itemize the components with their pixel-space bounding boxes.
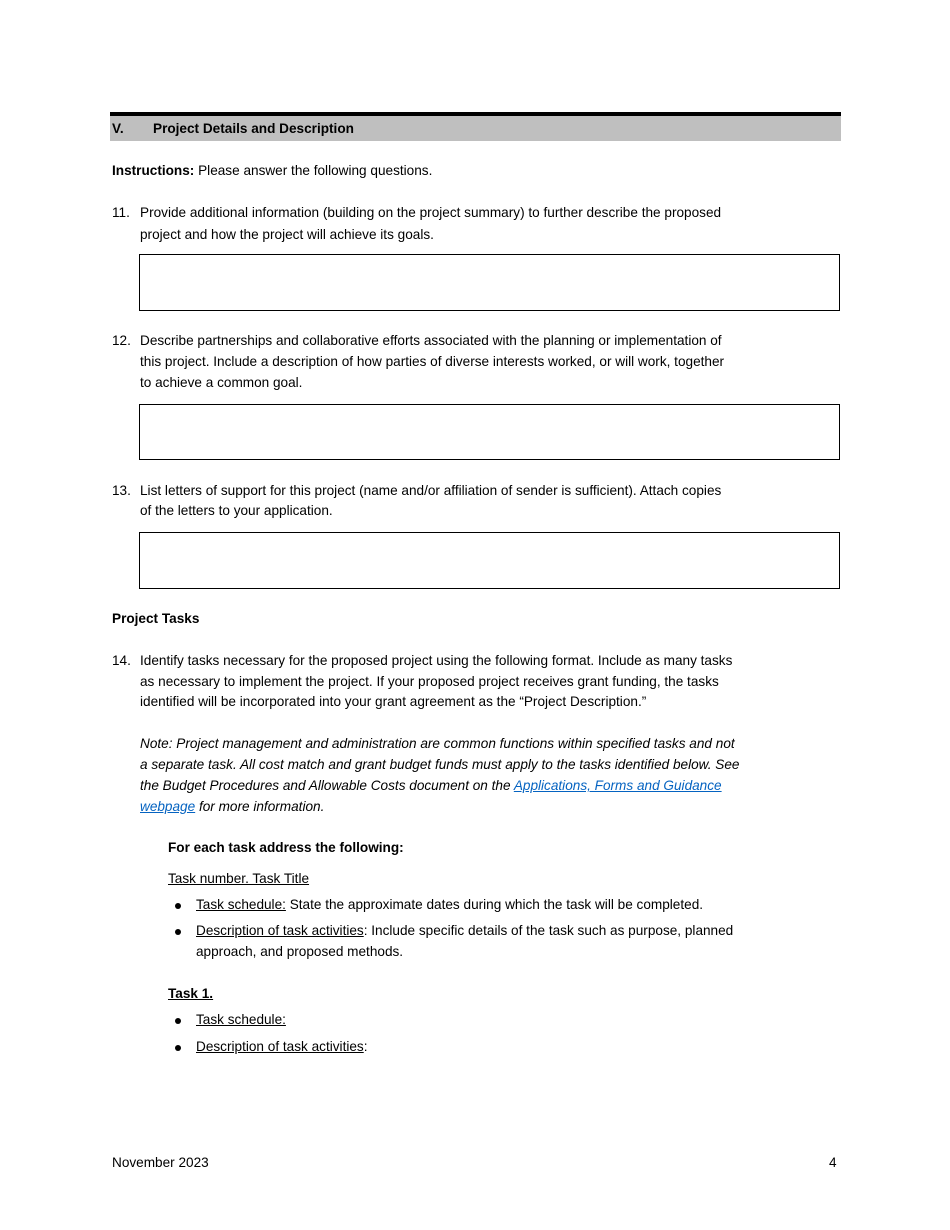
note-line: a separate task. All cost match and grant budget funds must apply to the tasks identified below. See [140,757,740,772]
note-line [140,777,722,795]
note-tail: for more information. [195,799,325,814]
q11-line: project and how the project will achieve its goals. [140,227,434,242]
description-text: : Include specific details of the task such as purpose, planned [363,923,734,938]
q11-line: Provide additional information (building on the project summary) to further describe the proposed [140,205,722,220]
q11-number: 11. [112,205,130,220]
q14-number: 14. [112,653,131,668]
bullet-icon [175,929,181,935]
format-schedule [196,896,703,914]
task1-description [196,1038,368,1056]
bullet-icon [175,1045,181,1051]
tasks-heading: Project Tasks [112,611,200,626]
webpage-link[interactable]: webpage [140,799,196,814]
instructions-text: Please answer the following questions. [194,163,433,178]
section-number: V. [112,121,124,136]
q12-line: Describe partnerships and collaborative efforts associated with the planning or implementation of [140,333,722,348]
applications-guidance-link[interactable]: Applications, Forms and Guidance [513,778,722,793]
format-task-title: Task number. Task Title [168,871,310,886]
schedule-label: Task schedule: [196,897,286,912]
q14-line: Identify tasks necessary for the proposed project using the following format. Include as many tasks [140,653,733,668]
format-heading: For each task address the following: [168,840,404,855]
q12-line: this project. Include a description of how parties of diverse interests worked, or will work, together [140,354,725,369]
task1-description-label: Description of task activities [196,1039,364,1054]
note-line: Note: Project management and administration are common functions within specified tasks and not [140,736,735,751]
q11-answer-field[interactable] [139,254,840,311]
q14-line: identified will be incorporated into your grant agreement as the “Project Description.” [140,694,647,709]
q13-line: List letters of support for this project (name and/or affiliation of sender is sufficient). Attach copies [140,483,722,498]
note-line [140,798,324,816]
q12-answer-field[interactable] [139,404,840,460]
instructions-label: Instructions: [112,163,195,178]
bullet-icon [175,903,181,909]
section-title: Project Details and Description [153,121,354,136]
colon: : [363,1039,368,1054]
q12-line: to achieve a common goal. [140,375,303,390]
format-description-cont: approach, and proposed methods. [196,944,404,959]
bullet-icon [175,1018,181,1024]
footer-date: November 2023 [112,1155,209,1170]
task1-schedule: Task schedule: [196,1012,286,1027]
note-text: the Budget Procedures and Allowable Costs document on the [140,778,514,793]
q13-number: 13. [112,483,131,498]
q13-answer-field[interactable] [139,532,840,589]
task1-title: Task 1. [168,986,214,1001]
format-description [196,922,733,940]
schedule-text: State the approximate dates during which the task will be completed. [285,897,704,912]
description-label: Description of task activities [196,923,364,938]
page-number: 4 [829,1155,837,1170]
instructions [112,162,432,180]
q12-number: 12. [112,333,131,348]
q14-line: as necessary to implement the project. If your proposed project receives grant funding, the tasks [140,674,719,689]
q13-line: of the letters to your application. [140,503,333,518]
